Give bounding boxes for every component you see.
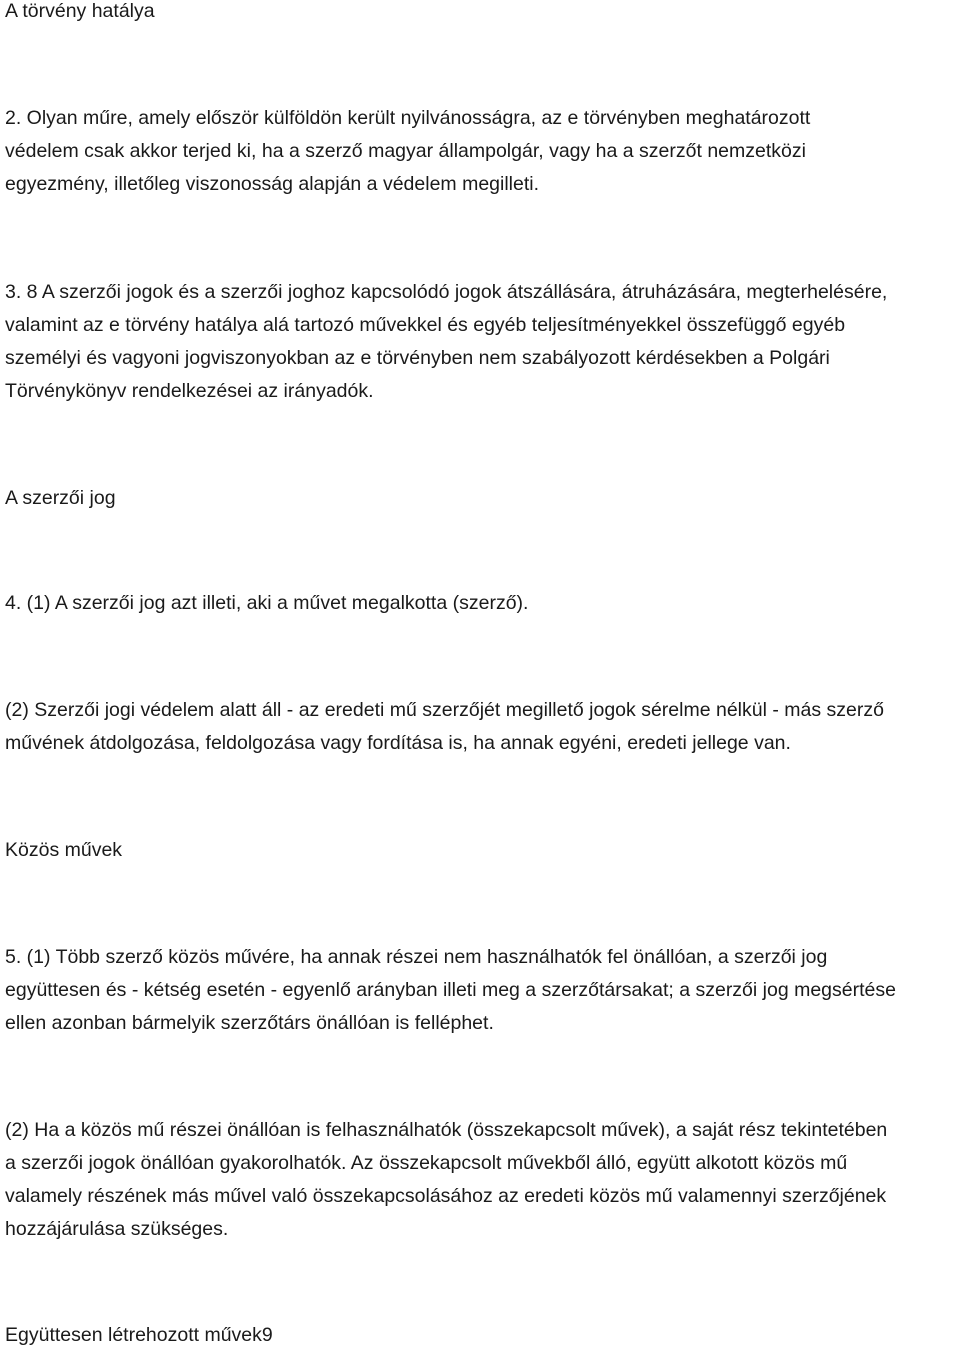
paragraph-line: (2) Ha a közös mű részei önállóan is felhasználhatók (összekapcsolt művek), a saját rész tekintetében <box>5 1119 888 1141</box>
section-heading-scope <box>5 0 957 28</box>
section-heading-copyright <box>5 482 957 515</box>
paragraph-line: 3. 8 A szerzői jogok és a szerzői joghoz kapcsolódó jogok átszállására, átruházására, megterhelésére, <box>5 281 888 303</box>
paragraph-line: 2. Olyan műre, amely először külföldön került nyilvánosságra, az e törvényben meghatározott <box>5 107 811 129</box>
paragraph-line: védelem csak akkor terjed ki, ha a szerző magyar állampolgár, vagy ha a szerzőt nemzetközi <box>5 140 806 162</box>
heading-text: Közös művek <box>5 839 123 861</box>
paragraph-line: 5. (1) Több szerző közös művére, ha annak részei nem használhatók fel önállóan, a szerzői jog <box>5 946 828 968</box>
paragraph-4-2 <box>5 694 957 760</box>
paragraph-line: Törvénykönyv rendelkezései az irányadók. <box>5 380 374 402</box>
paragraph-line: személyi és vagyoni jogviszonyokban az e törvényben nem szabályozott kérdésekben a Polgári <box>5 347 830 369</box>
paragraph-line: valamely részének más művel való összekapcsolásához az eredeti közös mű valamennyi szerzőjének <box>5 1185 887 1207</box>
paragraph-2 <box>5 102 957 201</box>
paragraph-line: valamint az e törvény hatálya alá tartozó művekkel és egyéb teljesítményekkel összefüggő egyéb <box>5 314 846 336</box>
paragraph-line: (2) Szerzői jogi védelem alatt áll - az eredeti mű szerzőjét megillető jogok sérelme nélkül - más szerző <box>5 699 884 721</box>
paragraph-line: együttesen és - kétség esetén - egyenlő arányban illeti meg a szerzőtársakat; a szerzői jog megsértése <box>5 979 896 1001</box>
paragraph-3 <box>5 276 957 408</box>
section-heading-collective-works <box>5 1319 957 1352</box>
heading-text: A szerzői jog <box>5 487 116 509</box>
paragraph-line: egyezmény, illetőleg viszonosság alapján a védelem megilleti. <box>5 173 540 195</box>
heading-text: Együttesen létrehozott művek9 <box>5 1324 273 1346</box>
section-heading-joint-works <box>5 834 957 867</box>
paragraph-line: ellen azonban bármelyik szerzőtárs önállóan is felléphet. <box>5 1012 494 1034</box>
paragraph-line: 4. (1) A szerzői jog azt illeti, aki a művet megalkotta (szerző). <box>5 592 529 614</box>
paragraph-5-2 <box>5 1114 957 1246</box>
heading-text: A törvény hatálya <box>5 0 155 22</box>
paragraph-5-1 <box>5 941 957 1040</box>
paragraph-line: hozzájárulása szükséges. <box>5 1218 229 1240</box>
paragraph-4-1 <box>5 587 957 620</box>
paragraph-line: művének átdolgozása, feldolgozása vagy fordítása is, ha annak egyéni, eredeti jellege van. <box>5 732 791 754</box>
paragraph-line: a szerzői jogok önállóan gyakorolhatók. Az összekapcsolt művekből álló, együtt alkotott közös mű <box>5 1152 848 1174</box>
